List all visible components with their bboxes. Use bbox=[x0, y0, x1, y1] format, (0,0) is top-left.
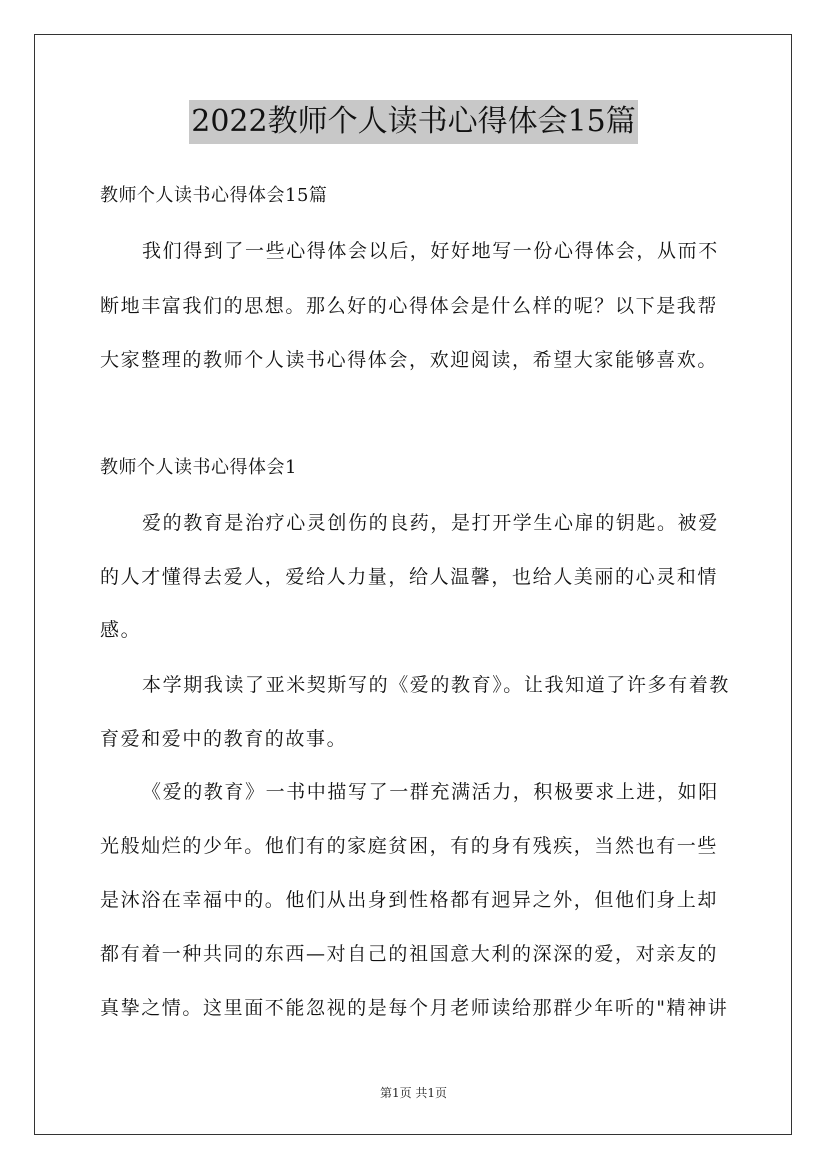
document-subtitle: 教师个人读书心得体会15篇 bbox=[100, 185, 328, 206]
title-container bbox=[0, 100, 827, 144]
section-heading: 教师个人读书心得体会1 bbox=[100, 457, 297, 478]
document-title: 2022教师个人读书心得体会15篇 bbox=[189, 100, 638, 144]
paragraph-line: 是沐浴在幸福中的。他们从出身到性格都有迥异之外，但他们身上却 bbox=[100, 889, 719, 911]
paragraph-line: 的人才懂得去爱人，爱给人力量，给人温馨，也给人美丽的心灵和情 bbox=[100, 566, 719, 588]
paragraph-line: 《爱的教育》一书中描写了一群充满活力，积极要求上进，如阳 bbox=[142, 781, 719, 803]
paragraph-line: 感。 bbox=[100, 619, 142, 641]
page-footer: 第1页 共1页 bbox=[379, 1086, 448, 1100]
paragraph-line: 都有着一种共同的东西—对自己的祖国意大利的深深的爱，对亲友的 bbox=[100, 943, 719, 965]
paragraph-line: 真挚之情。这里面不能忽视的是每个月老师读给那群少年听的"精神讲 bbox=[100, 997, 729, 1019]
paragraph-line: 光般灿烂的少年。他们有的家庭贫困，有的身有残疾，当然也有一些 bbox=[100, 835, 719, 857]
intro-line: 断地丰富我们的思想。那么好的心得体会是什么样的呢？以下是我帮 bbox=[100, 295, 719, 317]
paragraph-line: 育爱和爱中的教育的故事。 bbox=[100, 728, 348, 750]
paragraph-line: 爱的教育是治疗心灵创伤的良药，是打开学生心扉的钥匙。被爱 bbox=[142, 512, 719, 534]
intro-line: 我们得到了一些心得体会以后，好好地写一份心得体会，从而不 bbox=[142, 240, 719, 262]
paragraph-line: 本学期我读了亚米契斯写的《爱的教育》。让我知道了许多有着教 bbox=[142, 674, 730, 696]
intro-line: 大家整理的教师个人读书心得体会，欢迎阅读，希望大家能够喜欢。 bbox=[100, 349, 719, 371]
